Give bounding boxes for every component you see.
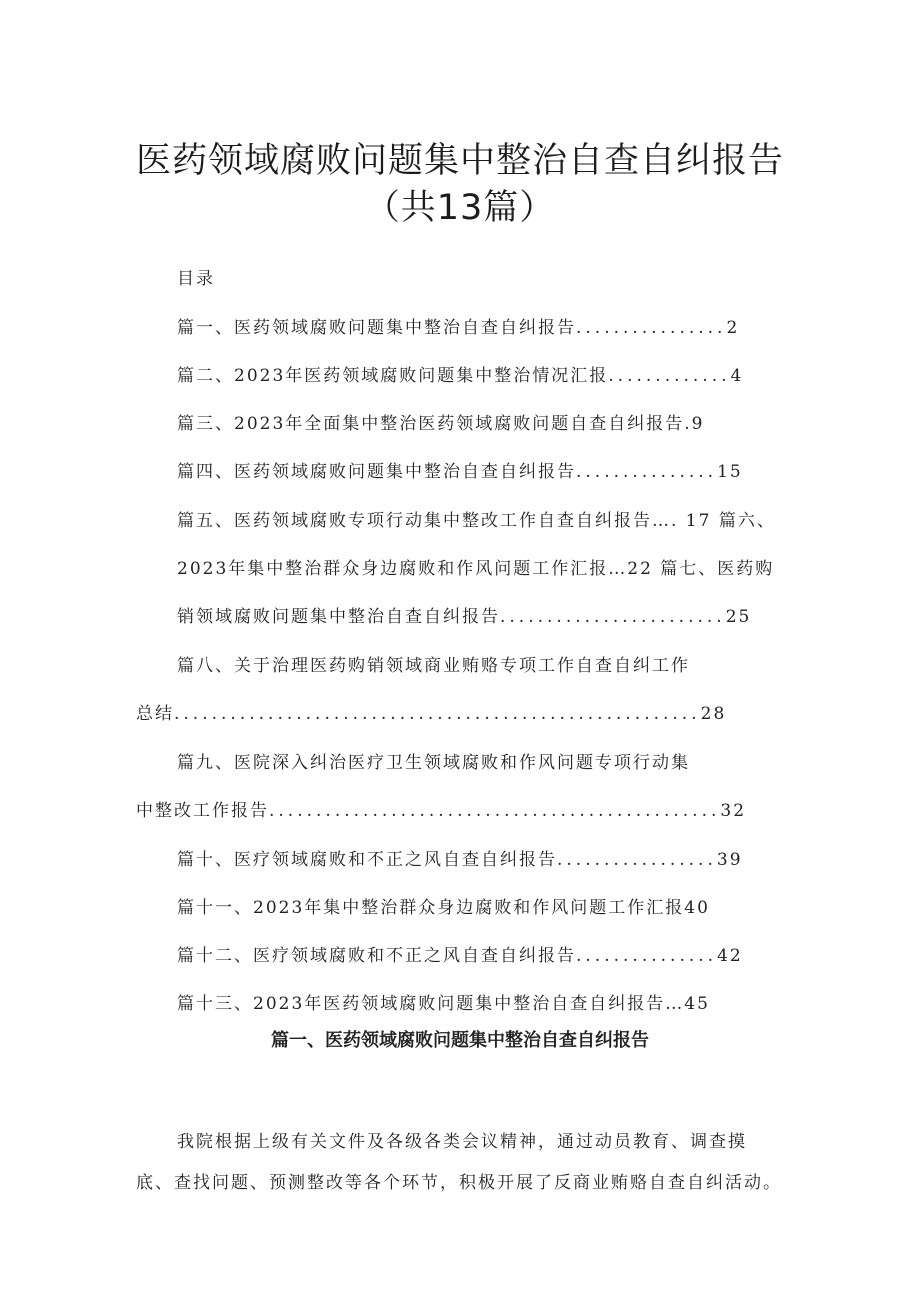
document-title: 医药领域腐败问题集中整治自查自纠报告 — [135, 141, 784, 181]
document-subtitle: （共13篇） — [364, 188, 556, 228]
toc-page-number: 4 — [730, 366, 744, 386]
toc-entry-title: 篇八、关于治理医药购销领域商业贿赂专项工作自查自纠工作 — [177, 656, 690, 676]
toc-page-number: 45 — [684, 994, 710, 1014]
toc-entry-title: 2023年集中整治群众身边腐败和作风问题工作汇报…22 篇七、医药购 — [177, 559, 775, 579]
toc-entry[interactable] — [177, 845, 743, 870]
toc-page-number: 40 — [684, 898, 710, 918]
toc-entry[interactable] — [177, 651, 690, 676]
toc-entry-title: 篇十、医疗领域腐败和不正之风自查自纠报告 — [177, 850, 557, 870]
toc-leader: ................. — [557, 850, 717, 870]
toc-leader: ............... — [576, 946, 718, 966]
toc-entry-title: 篇四、医药领域腐败问题集中整治自查自纠报告 — [177, 462, 576, 482]
toc-entry-title: 篇二、2023年医药领域腐败问题集中整治情况汇报 — [177, 366, 609, 386]
toc-page-number: 15 — [717, 462, 743, 482]
toc-entry-title: 篇三、2023年全面集中整治医药领域腐败问题自查自纠报告. — [177, 414, 692, 434]
toc-entry[interactable] — [177, 506, 776, 531]
toc-leader: ............. — [608, 366, 731, 386]
toc-page-number: 25 — [725, 607, 752, 627]
toc-leader: ............... — [576, 462, 718, 482]
toc-entry-title: 销领域腐败问题集中整治自查自纠报告 — [177, 607, 500, 627]
toc-entry-title: 中整改工作报告 — [136, 801, 269, 821]
toc-page-number: 39 — [716, 850, 743, 870]
toc-entry[interactable] — [136, 699, 726, 724]
toc-page-number: 28 — [700, 704, 727, 724]
body-paragraph-line: 底、查找问题、预测整改等各个环节，积极开展了反商业贿赂自查自纠活动。 — [136, 1173, 782, 1193]
toc-page-number: 32 — [720, 801, 747, 821]
toc-entry-title: 篇五、医药领域腐败专项行动集中整改工作自查自纠报告…. 17 篇六、 — [177, 511, 776, 531]
toc-entry[interactable] — [177, 554, 774, 579]
toc-entry-title: 总结 — [136, 704, 174, 724]
toc-entry[interactable] — [177, 602, 751, 627]
toc-entry[interactable] — [177, 409, 705, 434]
toc-entry[interactable] — [177, 893, 710, 918]
toc-page-number: 2 — [726, 318, 740, 338]
toc-entry-title: 篇十三、2023年医药领域腐败问题集中整治自查自纠报告… — [177, 994, 685, 1014]
toc-entry-title: 篇十二、医疗领域腐败和不正之风自查自纠报告 — [177, 946, 576, 966]
body-paragraph-line: 我院根据上级有关文件及各级各类会议精神，通过动员教育、调查摸 — [177, 1132, 747, 1152]
toc-entry[interactable] — [177, 941, 743, 966]
toc-entry[interactable] — [177, 457, 743, 482]
toc-leader: ................................................ — [269, 801, 721, 821]
toc-entry-title: 篇一、医药领域腐败问题集中整治自查自纠报告 — [177, 318, 576, 338]
toc-entry[interactable] — [177, 989, 710, 1014]
toc-entry[interactable] — [136, 796, 746, 821]
toc-label: 目录 — [177, 269, 215, 289]
toc-entry[interactable] — [177, 748, 690, 773]
toc-page-number: 9 — [691, 414, 705, 434]
toc-entry[interactable] — [177, 313, 739, 338]
section-heading: 篇一、医药领域腐败问题集中整治自查自纠报告 — [271, 1030, 649, 1051]
toc-entry-title: 篇九、医院深入纠治医疗卫生领域腐败和作风问题专项行动集 — [177, 753, 690, 773]
toc-entry[interactable] — [177, 361, 743, 386]
toc-leader: ................ — [576, 318, 727, 338]
toc-leader: ........................................................ — [174, 704, 701, 724]
toc-leader: ........................ — [500, 607, 726, 627]
toc-page-number: 42 — [717, 946, 743, 966]
toc-entry-title: 篇十一、2023年集中整治群众身边腐败和作风问题工作汇报 — [177, 898, 685, 918]
